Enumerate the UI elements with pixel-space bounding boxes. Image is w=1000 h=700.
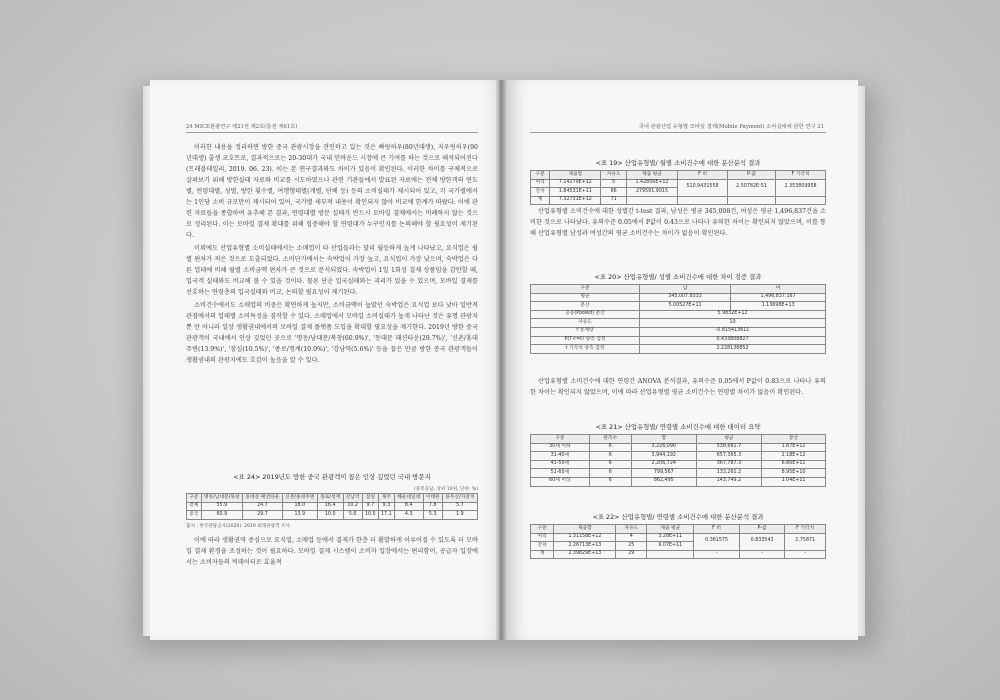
table-cell: 7.8	[423, 502, 442, 511]
table-cell: 잔차	[531, 188, 550, 197]
table19-header-row	[531, 171, 826, 180]
table-header-cell: 제주	[378, 494, 394, 503]
table-row	[531, 336, 826, 345]
table20-header-row	[531, 285, 826, 294]
table-cell: 처리	[531, 533, 554, 542]
table-cell: 10.5	[362, 511, 378, 520]
table-header-cell: 구분	[531, 171, 550, 180]
right-paragraph-1: 산업유형별 소비건수에 대한 성별간 t-test 결과, 남성은 평균 345,008건, 여성은 평균 1,496,837건을 소비한 것으로 나타났다. 유의수준 0.05에서 P값이 0.43으로 나타나 유의한 차이는 확인되지 않았으며, 이를 통해 산업유형별 남성과 여성간의 평균 소비건수는 차이가 없음이 확인된다.	[530, 208, 826, 237]
table-header-cell: 이태원	[423, 494, 442, 503]
table-cell: 60.9	[201, 511, 242, 520]
table-cell: 6	[589, 460, 631, 469]
table-cell	[678, 196, 728, 205]
table-row	[531, 469, 826, 478]
table-cell: 7.14279E+12	[550, 179, 601, 188]
table-cell: 1.67E+12	[762, 443, 826, 452]
table-header-cell: 종로/청계	[317, 494, 343, 503]
left-paragraph-1: 이러한 내용을 정리하면 방한 중국 관광시장을 견인하고 있는 것은 빠링허우(80년대생), 지우링허우(90년대생) 출생 코호트로, 결과적으로는 20-30대가 국내 인바운드 시장에 큰 기여를 하는 것으로 해석되어진다(트래블데일리, 2019. 06. 23). 이는 본 연구결과와도 차이가 있음이 확인된다. 이러한 차이를 구체적으로 살펴보기 위해 방한실태 자료와 비교를 시도하였으나 관련 기관들에서 발표된 자료에는 전체 방한객의 연도별, 연령대별, 성별, 방한 횟수별, 여행형태별(개별, 단체 등) 등의 소비실태가 제시되어 있고, 각 국가별에서는 1인당 소비 규모만이 제시되어 있어, 국가별 세부적 내용이 확인되지 않아 비교에 한계가 따랐다. 이에 관련 자료들을 종합하여 유추해 본 결과, 연령대별 방문 실태가 반드시 모바일 결제에서는 비례하지 않는 것으로 정리된다. 이는 모바일 결제 확대를 위해 집중해야 할 연령대가 누구인지를 논의해야 할 필요성이 제기된다.	[186, 144, 478, 239]
left-paragraph-3: 소비건수에서도 소매업의 비중은 확연하게 높지만, 소비금액이 높았던 숙박업은 요식업 보다 낮아 일반적 관점에서의 업태별 소비특성을 짐작할 수 있다. 소매업에서 모바일 소비실태가 높게 나타난 것은 유명 관광지뿐 만 아니라 일상 생활권내에서의 모바일 결제 플랫폼 도입을 확대할 필요성을 제기한다. 2019년 방한 중국 관광객이 국내에서 인상 깊었던 곳으로 '명동/남대문/북창(60.9%)', '동대문 패션타운(29.7%)', '신촌/홍대 주변(13.9%)', '잠실(10.5%)', '종로/청계(10.0%)', '강남역(5.6%)' 등을 꼽은 만큼 방한 중국 관광객들이 생활권내의 관광지에도 호감이 높음을 알 수 있다.	[186, 302, 478, 364]
table-cell: 657,365.3	[696, 452, 761, 461]
right-running-head: 국내 관광산업 유형별 모바일 결제(Mobile Payment) 소비실태에 관한 연구 21	[638, 124, 824, 130]
table-cell: 계	[531, 196, 550, 205]
table-cell: 0.433808827	[639, 336, 825, 345]
table-row	[531, 460, 826, 469]
table-header-cell: 제곱합	[554, 525, 616, 534]
table-header-cell: 해운대일대	[394, 494, 423, 503]
table-cell: -	[694, 550, 740, 559]
table-header-cell: 용두산/자갈치	[442, 494, 477, 503]
table-cell: 2.18E+12	[762, 452, 826, 461]
table22-title: <표 22> 산업유형별/ 연령별 소비건수에 대한 분산분석 결과	[592, 513, 764, 521]
table-row	[531, 550, 826, 559]
table-row	[531, 345, 826, 354]
table-cell: 66	[601, 188, 626, 197]
left-running-head: 24 MICE관광연구 제21권 제2호(통권 제61호)	[186, 124, 298, 130]
table-cell: 29.7	[243, 511, 283, 520]
table-row	[531, 443, 826, 452]
table-cell: 0.833543	[739, 533, 785, 550]
table-cell: 자유도	[531, 319, 640, 328]
table-header-cell: 남	[639, 285, 730, 294]
table21	[530, 434, 826, 487]
table-row	[531, 452, 826, 461]
table-cell: -0.815413611	[639, 327, 825, 336]
table-header-cell: 동대문 패션타운	[243, 494, 283, 503]
table-row	[187, 502, 478, 511]
table-cell: 1,496,837.167	[731, 293, 826, 302]
table-cell: 1.13698E+13	[731, 302, 826, 311]
table24-title: <표 24> 2019년도 방한 중국 관광객이 꼽은 인상 깊었던 국내 방문지	[233, 473, 431, 481]
table-header-cell: 구분	[531, 525, 554, 534]
table-cell: 31-40세	[531, 452, 590, 461]
table-cell: P(T<=t) 양측 검정	[531, 336, 640, 345]
table-header-cell: 구분	[187, 494, 202, 503]
table-cell: 510.9431558	[678, 179, 728, 196]
table-cell: 5.00527E+11	[639, 302, 730, 311]
table-header-cell: 구분	[531, 285, 640, 294]
table-header-cell: F 비	[694, 525, 740, 534]
right-paragraph-2: 산업유형별 소비건수에 대한 연령간 ANOVA 분석결과, 유의수준 0.05에서 P값이 0.83으로 나타나 유의한 차이는 확인되지 않았으며, 이에 따라 산업유형별 평균 소비건수는 연령별 차이가 없음이 확인된다.	[530, 378, 826, 396]
table20	[530, 284, 826, 354]
table-cell: 10.0	[317, 511, 343, 520]
table-cell: 60세 이상	[531, 477, 590, 486]
right-header-rule	[530, 132, 826, 133]
table-cell: 2.39829E+13	[554, 550, 616, 559]
table-header-cell: 평균	[696, 435, 761, 444]
table-cell: 16.4	[317, 502, 343, 511]
table-cell: 5.3	[423, 511, 442, 520]
table-cell: 2,206,724	[631, 460, 696, 469]
table-header-cell: 제곱 평균	[647, 525, 694, 534]
table-header-cell: 제곱 평균	[626, 171, 677, 180]
table-header-cell: 자유도	[616, 525, 647, 534]
table-row	[531, 302, 826, 311]
table-row	[531, 196, 826, 205]
table-cell: 6	[589, 477, 631, 486]
table-cell: 6.80E+11	[762, 460, 826, 469]
table-header-cell: 분산	[762, 435, 826, 444]
table-cell: 잔차	[531, 542, 554, 551]
table-cell: 1.84531E+11	[550, 188, 601, 197]
table-header-cell: 관측수	[589, 435, 631, 444]
table19-title: <표 19> 산업유형별/ 월별 소비건수에 대한 분산분석 결과	[595, 159, 761, 167]
table-cell: 24.7	[243, 502, 283, 511]
table-cell: 13.9	[282, 511, 317, 520]
table-cell	[776, 196, 826, 205]
table-cell: 전체	[187, 502, 202, 511]
table-cell: 538,681.7	[696, 443, 761, 452]
table-header-cell: F 기각치	[776, 171, 826, 180]
table-row	[531, 327, 826, 336]
table-cell: t 통계량	[531, 327, 640, 336]
table-cell: 3,226,090	[631, 443, 696, 452]
table-header-cell: 구분	[531, 435, 590, 444]
table-cell: 0.361575	[694, 533, 740, 550]
table22-header-row	[531, 525, 826, 534]
table-header-cell: F 기각치	[785, 525, 826, 534]
table-row	[531, 293, 826, 302]
table-header-cell: F 비	[678, 171, 728, 180]
table-cell: 4	[616, 533, 647, 542]
table-cell: 29	[616, 550, 647, 559]
left-body	[186, 142, 478, 368]
table24-source: 출처 : 한국관광공사(2020). 2019 외래관광객 조사.	[186, 524, 292, 529]
left-header-rule	[186, 132, 478, 133]
table-cell: 8.95E+10	[762, 469, 826, 478]
table-cell: 10	[639, 319, 825, 328]
table-cell: 2.353809958	[776, 179, 826, 196]
table-cell: 2.50782E-51	[727, 179, 775, 196]
table-row	[187, 511, 478, 520]
table-cell: 분산	[531, 302, 640, 311]
table-cell: 7.32731E+12	[550, 196, 601, 205]
table-cell: 41-50세	[531, 460, 590, 469]
page-edge-right	[857, 86, 865, 636]
table-cell: 1.04E+11	[762, 477, 826, 486]
table-cell	[626, 196, 677, 205]
table24	[186, 493, 478, 520]
table20-title: <표 20> 산업유형별/ 성별 소비건수에 대한 차이 검증 결과	[594, 273, 762, 281]
table-cell: 367,787.3	[696, 460, 761, 469]
table-cell: 133,261.2	[696, 469, 761, 478]
table-cell: 2.26713E+13	[554, 542, 616, 551]
table-cell: 862,495	[631, 477, 696, 486]
table19	[530, 170, 826, 205]
left-closing	[186, 535, 478, 570]
table-cell: -	[785, 550, 826, 559]
table-row	[531, 319, 826, 328]
table-cell: 51-60세	[531, 469, 590, 478]
table-cell: 6	[589, 469, 631, 478]
table-cell: 279591.9015	[626, 188, 677, 197]
left-page	[150, 80, 510, 640]
table-cell: 10.2	[343, 502, 362, 511]
table-cell	[727, 196, 775, 205]
table-cell: 1.42856E+12	[626, 179, 677, 188]
table-header-cell: 강남역	[343, 494, 362, 503]
table-cell: 공동(Pooled) 분산	[531, 310, 640, 319]
table-cell: 3.28E+11	[647, 533, 694, 542]
table-header-cell: P-값	[727, 171, 775, 180]
table-cell	[647, 550, 694, 559]
table-header-cell: 여	[731, 285, 826, 294]
table-cell: 1.31158E+12	[554, 533, 616, 542]
table-row	[531, 477, 826, 486]
table21-header-row	[531, 435, 826, 444]
table-cell: 30세 이하	[531, 443, 590, 452]
table-cell: 5	[601, 179, 626, 188]
table-cell: 8.4	[394, 502, 423, 511]
table22	[530, 524, 826, 559]
table-cell: 4.3	[394, 511, 423, 520]
table-cell: 55.9	[201, 502, 242, 511]
table-cell: 9.07E+11	[647, 542, 694, 551]
table-header-cell: P-값	[739, 525, 785, 534]
table-cell: 18.0	[282, 502, 317, 511]
table-header-cell: 제곱합	[550, 171, 601, 180]
table-cell: 9.3	[378, 502, 394, 511]
table-cell: 799,567	[631, 469, 696, 478]
table-cell: t 기각치 양측 검정	[531, 345, 640, 354]
table-cell: 2.75871	[785, 533, 826, 550]
table-header-cell: 명동/남대문/북창	[201, 494, 242, 503]
table-cell: 6	[589, 443, 631, 452]
table21-title: <표 21> 산업유형별/ 연령별 소비건수에 대한 데이터 요약	[595, 423, 761, 431]
left-closing-paragraph: 이에 따라 생활권역 중심으로 요식업, 소매업 등에서 결제가 한층 더 활발하게 이루어질 수 있도록 더 모바일 결제 환경을 조성하는 것이 필요하다. 모바일 결제 시스템이 소비자 입장에서는 편리함이, 공급자 입장에서는 소비자들의 빅데이터로 효율적	[186, 537, 478, 566]
right-page	[500, 80, 858, 640]
table-row	[531, 533, 826, 542]
table-cell: 71	[601, 196, 626, 205]
table24-header-row	[187, 494, 478, 503]
table-header-cell: 신촌/홍대주변	[282, 494, 317, 503]
book-gutter	[496, 80, 506, 640]
table-header-cell: 잠실	[362, 494, 378, 503]
table-row	[531, 310, 826, 319]
table-cell: 평균	[531, 293, 640, 302]
right-paragraph-1-block	[530, 206, 826, 241]
table-cell: 3,944,192	[631, 452, 696, 461]
table-cell: 1.9	[442, 511, 477, 520]
table-header-cell: 합	[631, 435, 696, 444]
table-cell: 5.6	[343, 511, 362, 520]
table-cell: 처리	[531, 179, 550, 188]
table-cell: 17.1	[378, 511, 394, 520]
table-cell: 중국	[187, 511, 202, 520]
table-cell: 6	[589, 452, 631, 461]
table-cell: 345,007.8333	[639, 293, 730, 302]
table-cell: 5.7	[442, 502, 477, 511]
table24-unit: (중복응답, 상위 10위, 단위: %)	[413, 487, 478, 492]
table-cell: 2.228138852	[639, 345, 825, 354]
table-cell: 25	[616, 542, 647, 551]
table-cell: 9.7	[362, 502, 378, 511]
table-header-cell: 자유도	[601, 171, 626, 180]
table-cell: 5.9832E+12	[639, 310, 825, 319]
table-cell: 계	[531, 550, 554, 559]
table-row	[531, 179, 826, 188]
table-cell: 143,749.2	[696, 477, 761, 486]
right-paragraph-2-block	[530, 376, 826, 400]
left-paragraph-2: 이외에도 산업유형별 소비실태에서는 소매업이 타 산업들과는 달리 월등하게 높게 나타났고, 요식업은 월별 편차가 적은 것으로 도출되었다. 소비단가에서는 숙박업이 가장 높고, 요식업이 가장 낮으며, 숙박업은 다른 업태에 비해 월별 소비금액 편차가 큰 것으로 분석되었다. 숙박업이 1일 1회성 결제 상품임을 감안할 때, 입국객 실태와도 비교해 볼 수 있을 것이다. 물론 단순 입국실태와는 괴리가 있을 수 있으며, 모바일 결제를 선호하는 연령층의 입국실태와 비교, 논의할 필요성이 제기된다.	[186, 245, 478, 296]
table-cell: -	[739, 550, 785, 559]
